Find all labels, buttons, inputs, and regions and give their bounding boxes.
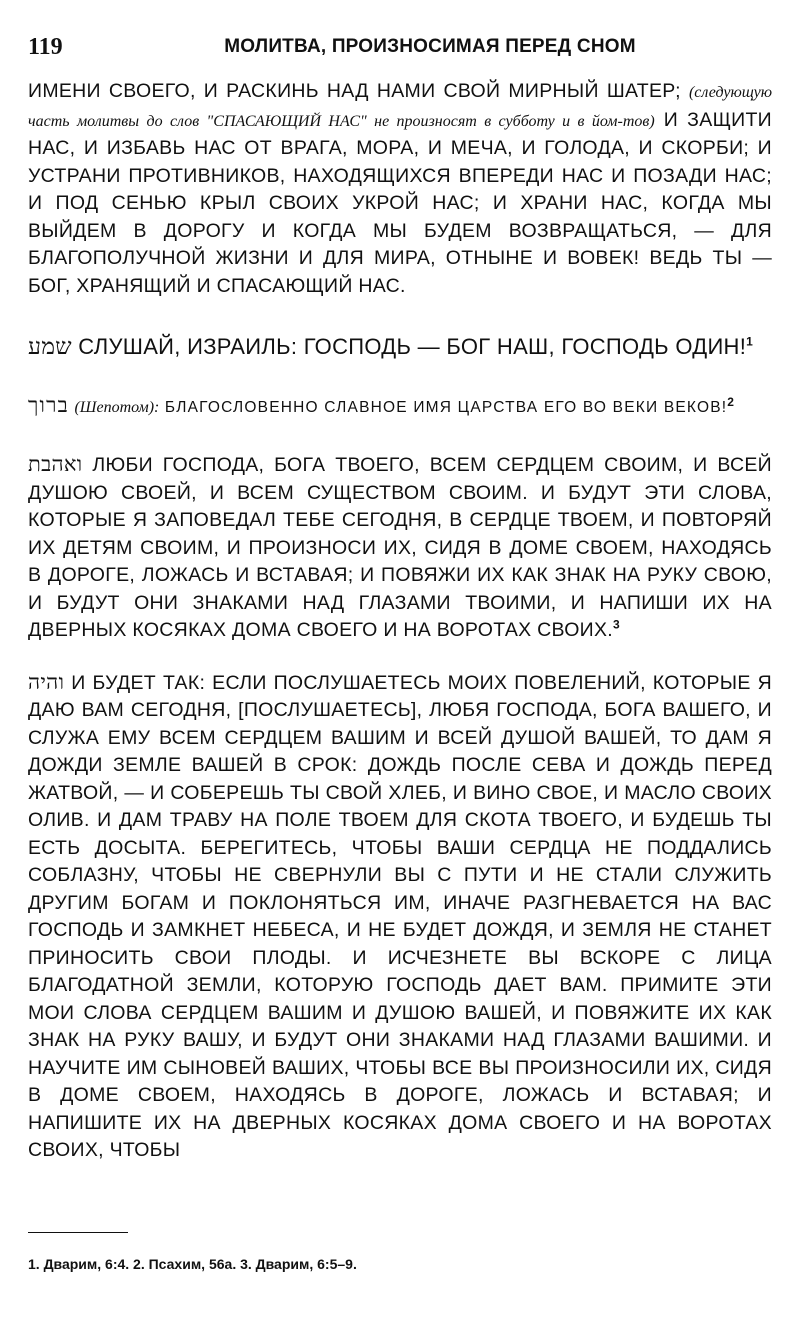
hebrew-keyword: ואהבת [28,452,83,476]
hebrew-keyword: ברוך [28,393,69,417]
paragraph-text: СЛУШАЙ, ИЗРАИЛЬ: ГОСПОДЬ — БОГ НАШ, ГОСПОДЬ ОДИН! [71,334,747,359]
paragraph-baruch [28,392,772,421]
paragraph-shema [28,330,772,364]
footnote-ref: 3 [613,617,621,632]
hebrew-keyword: והיה [28,669,65,694]
instruction-note: (следующую часть молитвы до слов "СПАСАЮЩИЙ НАС" не произносят в субботу и в йом-тов) [28,84,772,130]
paragraph-text: И БУДЕТ ТАК: ЕСЛИ ПОСЛУШАЕТЕСЬ МОИХ ПОВЕЛЕНИЙ, КОТОРЫЕ Я ДАЮ ВАМ СЕГОДНЯ, [ПОСЛУШАЕТЕСЬ], ЛЮБЯ ГОСПОДА, БОГА ВАШЕГО, И СЛУЖА ЕМУ ВСЕМ СЕРДЦЕМ ВАШИМ И ВСЕЙ ДУШОЙ ВАШЕЙ, ТО ДАМ Я ДОЖДИ ЗЕМЛЕ ВАШЕЙ В СРОК: ДОЖДЬ ПОСЛЕ СЕВА И ДОЖДЬ ПЕРЕД ЖАТВОЙ, — И СОБЕРЕШЬ ТЫ СВОЙ ХЛЕБ, И ВИНО СВОЕ, И МАСЛО СВОИХ ОЛИВ. И ДАМ ТРАВУ НА ПОЛЕ ТВОЕМ ДЛЯ СКОТА ТВОЕГО, И БУДЕШЬ ТЫ ЕСТЬ ДОСЫТА. БЕРЕГИТЕСЬ, ЧТОБЫ ВАШИ СЕРДЦА НЕ ПОДДАЛИСЬ СОБЛАЗНУ, ЧТОБЫ НЕ СВЕРНУЛИ ВЫ С ПУТИ И НЕ СТАЛИ СЛУЖИТЬ ДРУГИМ БОГАМ И ПОКЛОНЯТЬСЯ ИМ, ИНАЧЕ РАЗГНЕВАЕТСЯ НА ВАС ГОСПОДЬ И ЗАМКНЕТ НЕБЕСА, И НЕ БУДЕТ ДОЖДЯ, И ЗЕМЛЯ НЕ СТАНЕТ ПРИНОСИТЬ СВОИ ПЛОДЫ. И ИСЧЕЗНЕТЕ ВЫ ВСКОРЕ С ЛИЦА БЛАГОДАТНОЙ ЗЕМЛИ, КОТОРУЮ ГОСПОДЬ ДАЕТ ВАМ. ПРИМИТЕ ЭТИ МОИ СЛОВА СЕРДЦЕМ ВАШИМ И ДУШОЮ ВАШЕЙ, И ПОВЯЖИТЕ ИХ КАК ЗНАК НА РУКУ ВАШУ, И БУДУТ ОНИ ЗНАКАМИ НАД ГЛАЗАМИ ВАШИМИ. И НАУЧИТЕ ИМ СЫНОВЕЙ ВАШИХ, ЧТОБЫ ВСЕ ВЫ ПРОИЗНОСИЛИ ИХ, СИДЯ В ДОМЕ СВОЕМ, НАХОДЯСЬ В ДОРОГЕ, ЛОЖАСЬ И ВСТАВАЯ; И НАПИШИТЕ ИХ НА ДВЕРНЫХ КОСЯКАХ ДОМА СВОЕГО И НА ВОРОТАХ СВОИХ, ЧТОБЫ [28,671,772,1161]
paragraph-text: БЛАГОСЛОВЕННО СЛАВНОЕ ИМЯ ЦАРСТВА ЕГО ВО ВЕКИ ВЕКОВ! [159,399,728,416]
footnotes: 1. Дварим, 6:4. 2. Псахим, 56а. 3. Дварим, 6:5–9. [28,1256,357,1272]
paragraph-evening-prayer-end [28,78,772,300]
hebrew-keyword: שמע [28,334,72,360]
paragraph-veahavta [28,451,772,645]
running-title: МОЛИТВА, ПРОИЗНОСИМАЯ ПЕРЕД СНОМ [224,36,636,57]
instruction-note: (Шепотом): [74,399,160,416]
paragraph-text: ЛЮБИ ГОСПОДА, БОГА ТВОЕГО, ВСЕМ СЕРДЦЕМ СВОИМ, И ВСЕЙ ДУШОЮ СВОЕЙ, И ВСЕМ СУЩЕСТВОМ СВОИМ. И БУДУТ ЭТИ СЛОВА, КОТОРЫЕ Я ЗАПОВЕДАЛ ТЕБЕ СЕГОДНЯ, В СЕРДЦЕ ТВОЕМ, И ПОВТОРЯЙ ИХ ДЕТЯМ СВОИМ, И ПРОИЗНОСИ ИХ, СИДЯ В ДОМЕ СВОЕМ, НАХОДЯСЬ В ДОРОГЕ, ЛОЖАСЬ И ВСТАВАЯ; И ПОВЯЖИ ИХ КАК ЗНАК НА РУКУ СВОЮ, И БУДУТ ОНИ ЗНАКАМИ НАД ГЛАЗАМИ ТВОИМИ, И НАПИШИ ИХ НА ДВЕРНЫХ КОСЯКАХ ДОМА СВОЕГО И НА ВОРОТАХ СВОИХ. [28,454,772,641]
footnote-ref: 2 [727,394,736,409]
footnote-ref: 1 [746,334,754,349]
page-number: 119 [28,34,63,60]
paragraph-text: ИМЕНИ СВОЕГО, И РАСКИНЬ НАД НАМИ СВОЙ МИРНЫЙ ШАТЕР; [28,80,689,102]
page-header [28,30,772,66]
paragraph-text: И ЗАЩИТИ НАС, И ИЗБАВЬ НАС ОТ ВРАГА, МОРА, И МЕЧА, И ГОЛОДА, И СКОРБИ; И УСТРАНИ ПРОТИВНИКОВ, НАХОДЯЩИХСЯ ВПЕРЕДИ НАС И ПОЗАДИ НАС; И ПОД СЕНЬЮ КРЫЛ СВОИХ УКРОЙ НАС; И ХРАНИ НАС, КОГДА МЫ ВЫЙДЕМ В ДОРОГУ И КОГДА МЫ БУДЕМ ВОЗВРАЩАТЬСЯ, — ДЛЯ БЛАГОПОЛУЧНОЙ ЖИЗНИ И ДЛЯ МИРА, ОТНЫНЕ И ВОВЕК! ВЕДЬ ТЫ — БОГ, ХРАНЯЩИЙ И СПАСАЮЩИЙ НАС. [28,108,772,297]
footnote-divider [28,1232,128,1233]
paragraph-vehaya [28,669,772,1165]
